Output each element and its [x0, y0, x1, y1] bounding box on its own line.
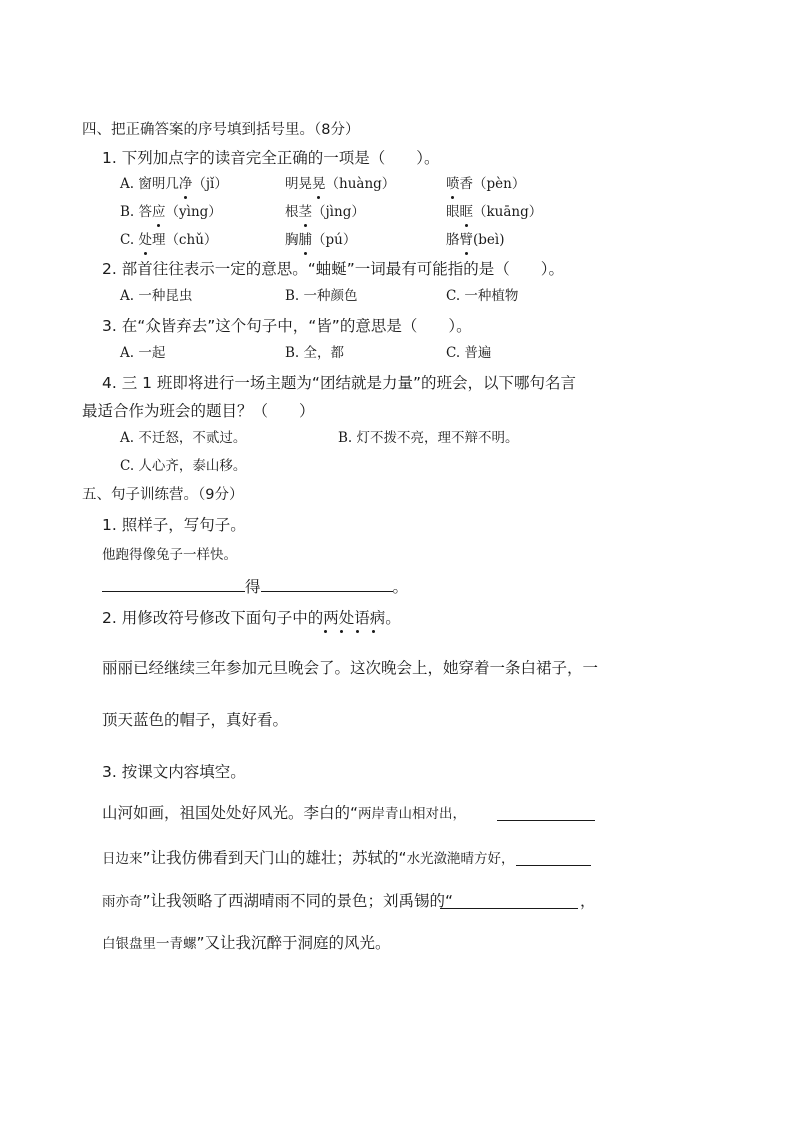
q1-stem: 1. 下列加点字的读音完全正确的一项是（ ）。 — [102, 149, 440, 167]
dotted-char: 晃 — [312, 176, 326, 192]
poem-text: 两岸青山相对出， — [358, 806, 467, 822]
q4-option-b[interactable]: B. 灯不拨不亮，理不辩不明。 — [338, 430, 519, 446]
dotted-char: 净 — [178, 176, 193, 192]
q3-stem: 3. 在“众皆弃去”这个句子中，“皆”的意思是（ ）。 — [102, 317, 472, 335]
s5-q3-line3 — [102, 891, 453, 912]
s5-q2-sentence-line2: 顶天蓝色的帽子，真好看。 — [102, 711, 289, 729]
q3-option-c[interactable]: C. 普遍 — [446, 345, 492, 361]
q4-option-a[interactable]: A. 不迁怒，不贰过。 — [120, 430, 247, 446]
option-text: 香 — [459, 176, 473, 192]
dotted-char: 处 — [138, 232, 152, 248]
q1-option-c-word3 — [446, 230, 504, 250]
pinyin: （jǐ） — [192, 176, 228, 192]
dotted-char: 脯 — [298, 232, 312, 248]
s5-q2-stem — [102, 608, 401, 628]
answer-blank[interactable] — [497, 806, 595, 821]
emphasis-dots — [318, 630, 380, 634]
q4-stem-line2: 最适合作为班会的题目？（ ） — [82, 402, 315, 420]
q3-option-a[interactable]: A. 一起 — [120, 345, 166, 361]
section-5-heading: 五、句子训练营。（9分） — [82, 487, 244, 503]
pinyin: （pú） — [312, 232, 357, 248]
q4-option-c[interactable]: C. 人心齐，泰山移。 — [120, 458, 247, 474]
dotted-char: 喷 — [446, 176, 460, 192]
poem-text: 雨亦奇 — [102, 894, 143, 910]
s5-q3-line2 — [102, 848, 515, 869]
s5-q1-fill-line — [102, 577, 408, 597]
fill-end-text: 。 — [392, 578, 409, 596]
section-4-heading: 四、把正确答案的序号填到括号里。（8分） — [82, 122, 360, 138]
q3-option-b[interactable]: B. 全，都 — [285, 345, 345, 361]
q1-option-a-word3 — [446, 174, 525, 194]
answer-blank[interactable] — [440, 894, 578, 909]
text: ”让我领略了西湖晴雨不同的景色；刘禹锡的“ — [142, 892, 454, 910]
pinyin: （pèn） — [473, 176, 526, 192]
dotted-char: 茎 — [298, 204, 312, 220]
pinyin: （chǔ） — [165, 232, 218, 248]
s5-q1-example: 他跑得像兔子一样快。 — [102, 547, 237, 563]
q2-option-b[interactable]: B. 一种颜色 — [285, 288, 358, 304]
option-text: 眼 — [446, 204, 460, 220]
option-label: A. — [120, 176, 139, 192]
answer-blank[interactable] — [516, 851, 591, 866]
q1-option-a[interactable] — [120, 174, 228, 194]
emphasis-dot — [372, 630, 375, 633]
fill-mid-text: 得 — [245, 578, 261, 596]
q1-option-b[interactable] — [120, 202, 222, 222]
option-text: 明晃 — [285, 176, 312, 192]
option-label: C. — [120, 232, 139, 248]
poem-text: 水光潋滟晴方好， — [406, 851, 515, 867]
emphasis-dot — [324, 630, 327, 633]
pinyin: （kuāng） — [473, 204, 543, 220]
text: ”让我仿佛看到天门山的雄壮；苏轼的“ — [142, 849, 407, 867]
dotted-char: 臂 — [459, 232, 473, 248]
text: ”又让我沉醉于洞庭的风光。 — [196, 934, 391, 952]
dotted-phrase — [323, 609, 385, 627]
q2-option-a[interactable]: A. 一种昆虫 — [120, 288, 193, 304]
option-text: 胸 — [285, 232, 299, 248]
pinyin: （yìng） — [165, 204, 222, 220]
stem-text: 。 — [385, 609, 401, 627]
pinyin: (beì) — [473, 232, 505, 248]
q2-stem: 2. 部首往往表示一定的意思。“蚰蜒”一词最有可能指的是（ ）。 — [102, 260, 565, 278]
dotted-char: 眶 — [459, 204, 473, 220]
q1-option-c[interactable] — [120, 230, 217, 250]
option-text: 根 — [285, 204, 299, 220]
option-text: 窗明几 — [138, 176, 179, 192]
dotted-text: 两处语病 — [323, 609, 386, 627]
pinyin: （jìng） — [312, 204, 365, 220]
q1-option-b-word3 — [446, 202, 542, 222]
emphasis-dot — [356, 630, 359, 633]
pinyin: （huàng） — [325, 176, 396, 192]
s5-q3-stem: 3. 按课文内容填空。 — [102, 763, 246, 781]
option-text: 理 — [151, 232, 166, 248]
stem-text: 2. 用修改符号修改下面句子中的 — [102, 609, 324, 627]
s5-q3-line4 — [102, 933, 391, 954]
q1-option-a-word2 — [285, 174, 395, 194]
emphasis-dot — [340, 630, 343, 633]
answer-blank[interactable] — [261, 577, 393, 592]
answer-blank[interactable] — [102, 577, 245, 592]
s5-q1-stem: 1. 照样子，写句子。 — [102, 516, 246, 534]
option-label: B. — [120, 204, 139, 220]
q4-stem-line1: 4. 三 1 班即将进行一场主题为“团结就是力量”的班会，以下哪句名言 — [102, 374, 576, 392]
dotted-char: 应 — [152, 204, 166, 220]
option-text: 胳 — [446, 232, 460, 248]
poem-text: 日边来 — [102, 851, 143, 867]
q1-option-c-word2 — [285, 230, 356, 250]
text: 山河如画，祖国处处好风光。李白的“ — [102, 804, 359, 822]
s5-q3-line1 — [102, 803, 466, 824]
q1-option-b-word2 — [285, 202, 365, 222]
option-text: 答 — [138, 204, 153, 220]
poem-text: 白银盘里一青螺 — [102, 936, 197, 952]
s5-q2-sentence-line1: 丽丽已经继续三年参加元旦晚会了。这次晚会上，她穿着一条白裙子，一 — [102, 659, 599, 677]
comma: ， — [580, 892, 596, 910]
q2-option-c[interactable]: C. 一种植物 — [446, 288, 519, 304]
